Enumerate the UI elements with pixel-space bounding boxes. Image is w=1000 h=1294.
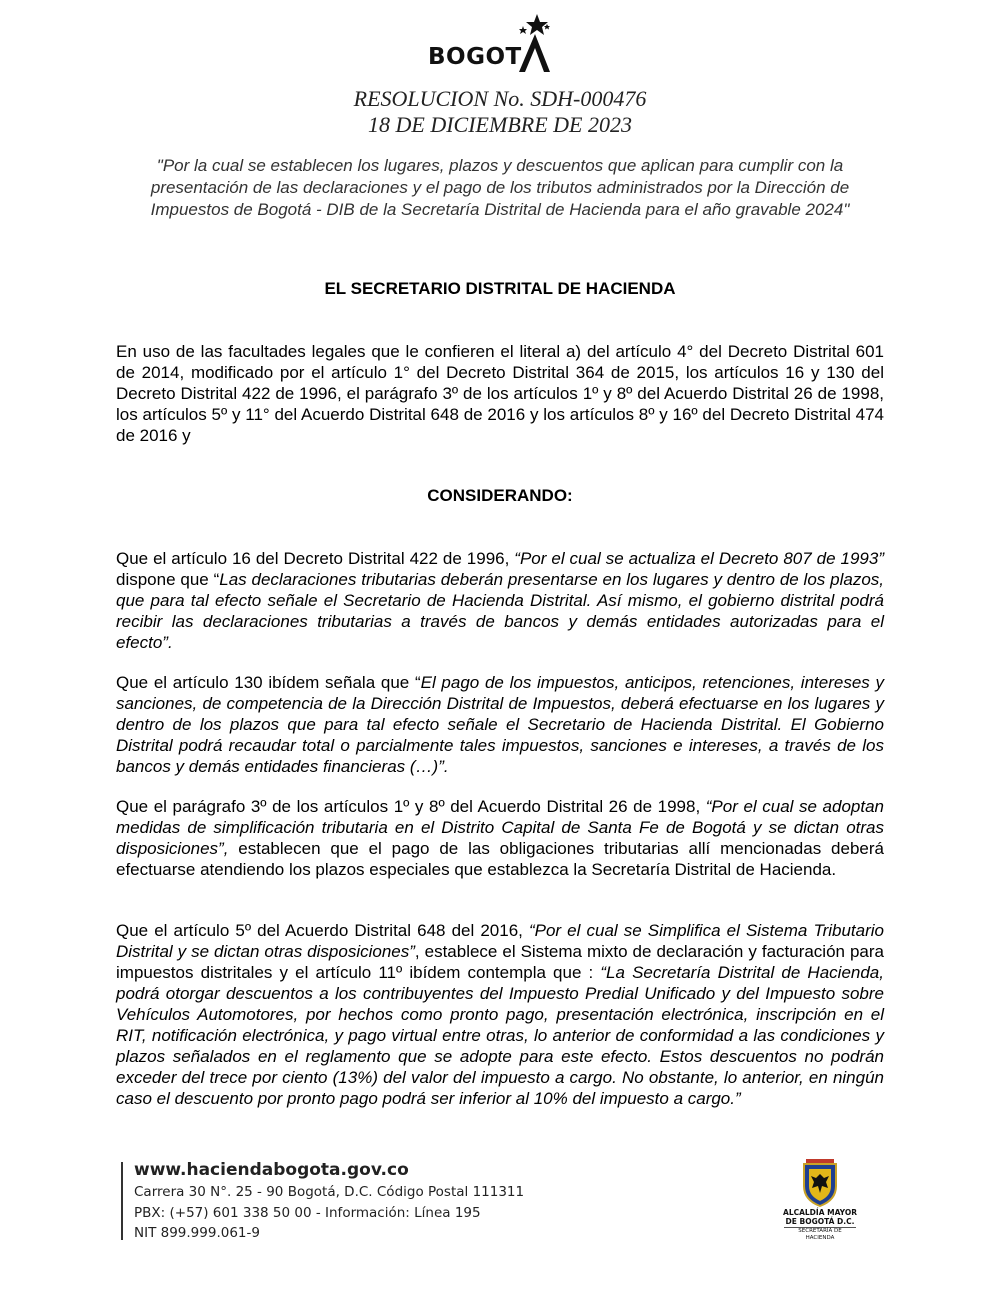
bogota-logo <box>425 12 560 80</box>
p3-text-c: establecen que el pago de las obligaciones tributarias allí mencionadas deberá efectuarse atendiendo los plazos especiales que establezca la Secretaría Distrital de Hacienda. <box>116 839 884 879</box>
heading-considerando: CONSIDERANDO: <box>427 486 573 505</box>
alcaldia-seal <box>776 1158 864 1246</box>
paragraph-considerando-2 <box>116 672 884 777</box>
heading-secretario: EL SECRETARIO DISTRITAL DE HACIENDA <box>324 279 676 298</box>
coat-of-arms-icon <box>800 1158 840 1208</box>
p3-text-a: Que el parágrafo 3º de los artículos 1º y 8º del Acuerdo Distrital 26 de 1998, <box>116 797 706 816</box>
paragraph-considerando-1 <box>116 548 884 653</box>
footer-divider <box>121 1162 123 1240</box>
p1-text-a: Que el artículo 16 del Decreto Distrital 422 de 1996, <box>116 549 515 568</box>
p1-quote-body: Las declaraciones tributarias deberán presentarse en los lugares y dentro de los plazos, que para tal efecto señale el Secretario de Hacienda Distrital. Así mismo, el gobierno distrital podrá recibir las declaraciones tributarias a través de bancos y demás entidades autorizadas para el efecto”. <box>116 570 884 652</box>
p4-text-c: , establece el Sistema mixto de declaración y facturación para impuestos distritales y el artículo 11º ibídem contempla que : <box>116 942 885 982</box>
paragraph-considerando-4 <box>116 920 884 1109</box>
p4-quote-body: “La Secretaría Distrital de Hacienda, podrá otorgar descuentos a los contribuyentes del Impuesto Predial Unificado y del Impuesto sobre Vehículos Automotores, por hechos como pronto pago, presentación electrónica, inscripción en el RIT, notificación electrónica, y pago virtual entre otras, lo anterior de conformidad a las condiciones y plazos señalados en el reglamento que se adopte para este efecto. Estos descuentos no podrán exceder del trece por ciento (13%) del valor del impuesto a cargo. No obstante, lo anterior, en ningún caso el descuento por pronto pago podrá ser inferior al 10% del impuesto a cargo.” <box>116 963 884 1108</box>
footer-phone: PBX: (+57) 601 338 50 00 - Información: Línea 195 <box>134 1204 481 1221</box>
footer-contact <box>134 1158 524 1244</box>
p1-quote-title: “Por el cual se actualiza el Decreto 807 de 1993” <box>514 549 884 568</box>
p4-quote-title: “Por el cual se Simplifica el Sistema Tributario Distrital y se dictan otras disposiciones” <box>116 921 884 961</box>
footer-address: Carrera 30 N°. 25 - 90 Bogotá, D.C. Código Postal 111311 <box>134 1184 525 1200</box>
p1-text-c: dispone que “ <box>116 570 220 589</box>
paragraph-considerando-3 <box>116 796 884 880</box>
resolution-subtitle: "Por la cual se establecen los lugares, plazos y descuentos que aplican para cumplir con la presentación de las declaraciones y el pago de los tributos administrados por la Dirección de Impuestos de Bogotá - DIB de la Secretaría Distrital de Hacienda para el año gravable 2024" <box>150 156 850 219</box>
footer-nit: NIT 899.999.061-9 <box>134 1225 260 1241</box>
paragraph-uso-facultades: En uso de las facultades legales que le confieren el literal a) del artículo 4° del Decreto Distrital 601 de 2014, modificado por el artículo 1° del Decreto Distrital 364 de 2015, los artículos 16 y 130 del Decreto Distrital 422 de 1996, el parágrafo 3º de los artículos 1º y 8º del Acuerdo Distrital 26 de 1998, los artículos 5º y 11° del Acuerdo Distrital 648 de 2016 y los artículos 8º y 16º del Decreto Distrital 474 de 2016 y <box>116 342 884 445</box>
seal-line-3: SECRETARÍA DE HACIENDA <box>784 1227 856 1242</box>
p4-text-a: Que el artículo 5º del Acuerdo Distrital 648 del 2016, <box>116 921 529 940</box>
resolution-date: 18 DE DICIEMBRE DE 2023 <box>368 112 632 137</box>
p3-quote-title: “Por el cual se adoptan medidas de simplificación tributaria en el Distrito Capital de Santa Fe de Bogotá y se dictan otras disposiciones”, <box>116 797 884 858</box>
seal-line-2: DE BOGOTÁ D.C. <box>785 1217 855 1226</box>
logo-wordmark: BOGOT <box>428 44 522 70</box>
p2-text-a: Que el artículo 130 ibídem señala que “ <box>116 673 421 692</box>
resolution-number: RESOLUCION No. SDH-000476 <box>353 86 647 111</box>
footer-website-link[interactable]: www.haciendabogota.gov.co <box>134 1160 409 1180</box>
seal-line-1: ALCALDÍA MAYOR <box>783 1208 857 1217</box>
p2-quote-body: El pago de los impuestos, anticipos, retenciones, intereses y sanciones, de competencia de la Dirección Distrital de Impuestos, deberá efectuarse en los lugares y dentro de los plazos que para tal efecto señale el Secretario de Hacienda Distrital. El Gobierno Distrital podrá recaudar total o parcialmente tales impuestos, sanciones e intereses, a través de los bancos y demás entidades financieras (…)”. <box>116 673 884 776</box>
